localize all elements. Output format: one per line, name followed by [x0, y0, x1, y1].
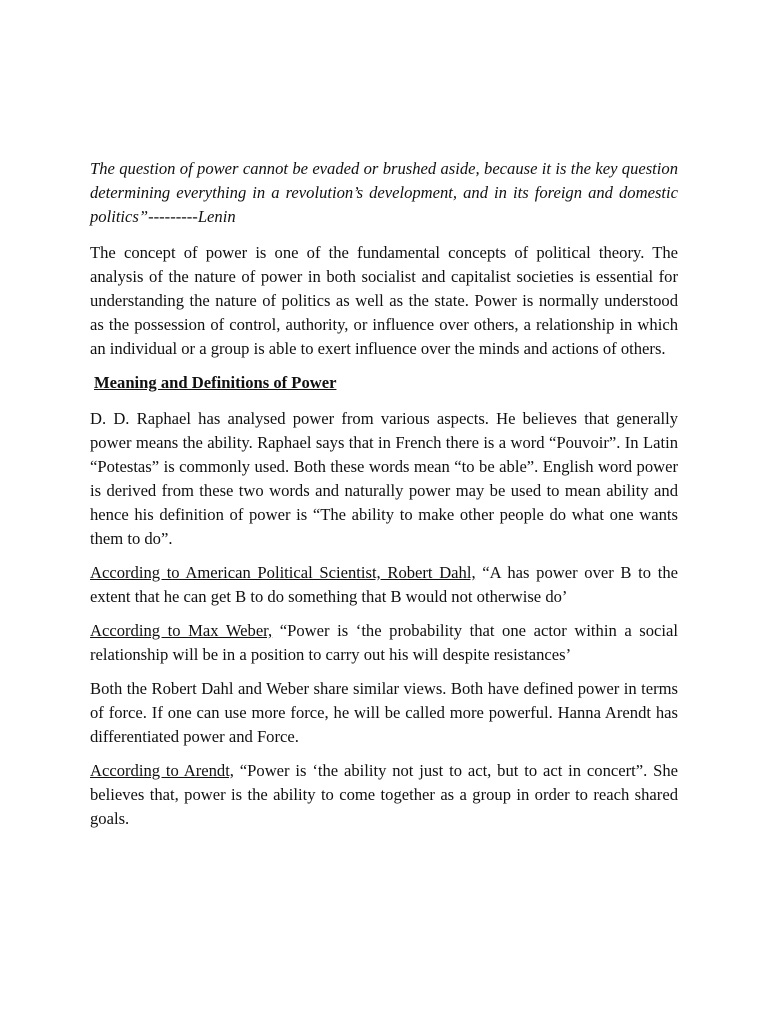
arendt-reference: According to Arendt, — [90, 761, 234, 780]
intro-paragraph: The concept of power is one of the fundamental concepts of political theory. The analysis of the nature of power in both socialist and capitalist societies is essential for understanding the nature of politics as well as the state. Power is normally understood as the possession of control, authority, or influence over others, a relationship in which an individual or a group is able to exert influence over the minds and actions of others. — [90, 243, 678, 358]
arendt-definition: “Power is ‘the ability not just to act, but to act in concert”. She believes that, power is the ability to come together as a group in order to reach shared goals. — [90, 761, 678, 828]
weber-paragraph — [90, 619, 678, 667]
comparison-paragraph: Both the Robert Dahl and Weber share similar views. Both have defined power in terms of force. If one can use more force, he will be called more powerful. Hanna Arendt has differentiated power and Force. — [90, 679, 678, 746]
arendt-paragraph — [90, 759, 678, 831]
lenin-quote: The question of power cannot be evaded or brushed aside, because it is the key question determining everything in a revolution’s development, and in its foreign and domestic politics”---------Lenin — [90, 159, 678, 226]
section-heading: Meaning and Definitions of Power — [94, 373, 337, 392]
document-page — [90, 157, 678, 841]
dahl-reference: According to American Political Scientist, Robert Dahl, — [90, 563, 476, 582]
weber-reference: According to Max Weber, — [90, 621, 273, 640]
dahl-definition: “A has power over B to the extent that he can get B to do something that B would not otherwise do’ — [90, 563, 679, 606]
weber-definition: “Power is ‘the probability that one actor within a social relationship will be in a position to carry out his will despite resistances’ — [90, 621, 678, 664]
raphael-paragraph: D. D. Raphael has analysed power from various aspects. He believes that generally power means the ability. Raphael says that in French there is a word “Pouvoir”. In Latin “Potestas” is commonly used. Both these words mean “to be able”. English word power is derived from these two words and naturally power may be used to mean ability and hence his definition of power is “The ability to make other people do what one wants them to do”. — [90, 409, 678, 548]
dahl-paragraph — [90, 561, 678, 609]
